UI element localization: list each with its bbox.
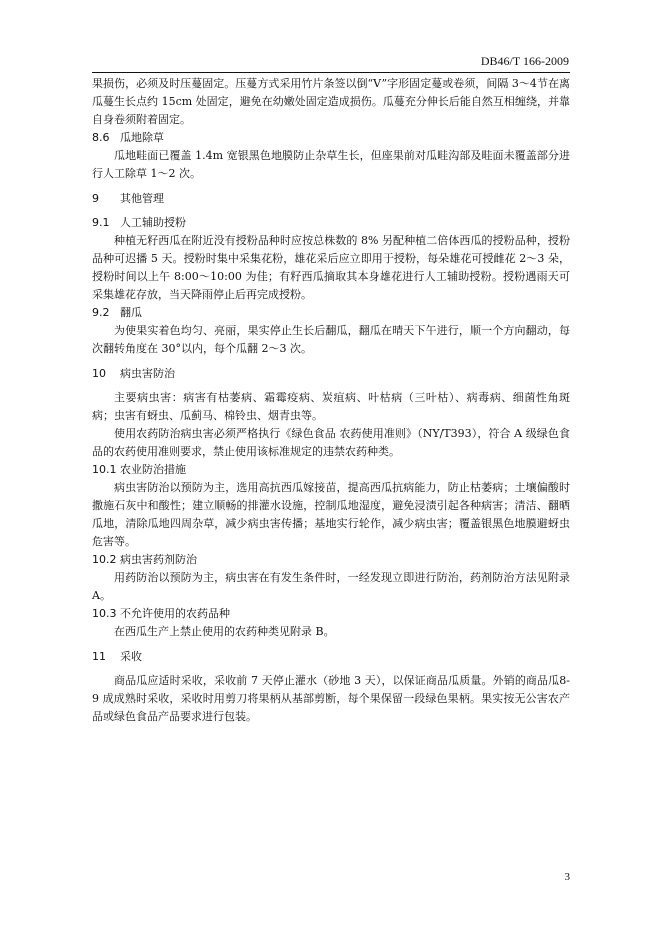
section-title: 采收	[120, 650, 142, 663]
section-title: 瓜地除草	[120, 131, 164, 144]
section-number: 9.1	[92, 216, 110, 229]
paragraph-8-5-continued: 果损伤，必须及时压蔓固定。压蔓方式采用竹片条签以倒“V”字形固定蔓或卷须，间隔 3～4节在离瓜蔓生长点约 15cm 处固定，避免在幼嫩处固定造成损伤。瓜蔓充分伸长后能自然互相缠绕，并靠自身卷须附着固定。	[92, 77, 570, 126]
paragraph-9-2: 为使果实着色均匀、亮丽，果实停止生长后翻瓜，翻瓜在晴天下午进行，顺一个方向翻动，每次翻转角度在 30°以内，每个瓜翻 2～3 次。	[92, 324, 570, 355]
paragraph-10-b: 使用农药防治病虫害必须严格执行《绿色食品 农药使用准则》（NY/T393），符合 A 级绿色食品的农药使用准则要求，禁止使用该标准规定的违禁农药种类。	[92, 427, 570, 458]
page-number: 3	[564, 871, 570, 883]
section-title: 农业防治措施	[120, 463, 186, 476]
section-title: 翻瓜	[120, 306, 142, 319]
heading-10-2	[92, 551, 570, 569]
section-title: 病虫害防治	[120, 367, 175, 380]
section-number: 10.2	[92, 553, 117, 566]
header-rule	[92, 72, 570, 73]
heading-9	[92, 190, 570, 208]
heading-10-3	[92, 605, 570, 623]
section-number: 9	[92, 192, 99, 205]
document-id: DB46/T 166-2009	[480, 54, 569, 68]
section-title: 其他管理	[120, 192, 164, 205]
paragraph-11: 商品瓜应适时采收，采收前 7 天停止灌水（砂地 3 天），以保证商品瓜质量。外销的商品瓜8-9 成成熟时采收，采收时用剪刀将果柄从基部剪断，每个果保留一段绿色果柄。果实按无公害农产品或绿色食品产品要求进行包装。	[92, 674, 570, 723]
paragraph-10-3: 在西瓜生产上禁止使用的农药种类见附录 B。	[114, 625, 335, 638]
section-number: 10	[92, 367, 106, 380]
heading-9-1	[92, 214, 570, 232]
section-number: 11	[92, 650, 106, 663]
paragraph-10-1: 病虫害防治以预防为主，选用高抗西瓜嫁接苗，提高西瓜抗病能力，防止枯萎病；土壤偏酸时撒施石灰中和酸性；建立顺畅的排灌水设施，控制瓜地湿度，避免浸渍引起各种病害；清洁、翻晒瓜地，清除瓜地四周杂草，减少病虫害传播；基地实行轮作，减少病虫害；覆盖银黑色地膜避蚜虫危害等。	[92, 481, 570, 548]
heading-10-1	[92, 461, 570, 479]
section-number: 10.3	[92, 607, 117, 620]
heading-9-2	[92, 304, 570, 322]
page-content	[92, 75, 570, 726]
section-number: 9.2	[92, 306, 110, 319]
paragraph-9-1: 种植无籽西瓜在附近没有授粉品种时应按总株数的 8% 另配种植二倍体西瓜的授粉品种，授粉品种可迟播 5 天。授粉时集中采集花粉，雄花采后应立即用于授粉，每朵雄花可授雌花 2～3 朵，授粉时间以上午 8:00～10:00 为佳；有籽西瓜摘取其本身雄花进行人工辅助授粉。授粉遇雨天可采集雄花存放，当天降雨停止后再完成授粉。	[92, 234, 570, 301]
paragraph-10-a: 主要病虫害：病害有枯萎病、霜霉疫病、炭疽病、叶枯病（三叶枯）、病毒病、细菌性角斑病；虫害有蚜虫、瓜蓟马、棉铃虫、烟青虫等。	[92, 391, 570, 422]
section-title: 不允许使用的农药品种	[120, 607, 230, 620]
heading-10	[92, 365, 570, 383]
section-number: 8.6	[92, 131, 110, 144]
paragraph-8-6: 瓜地畦面已覆盖 1.4m 宽银黑色地膜防止杂草生长，但座果前对瓜畦沟部及畦面未覆盖部分进行人工除草 1～2 次。	[92, 149, 570, 180]
heading-8-6	[92, 129, 570, 147]
section-title: 人工辅助授粉	[120, 216, 186, 229]
paragraph-10-2: 用药防治以预防为主，病虫害在有发生条件时，一经发现立即进行防治，药剂防治方法见附录 A。	[92, 571, 570, 602]
heading-11	[92, 648, 570, 666]
section-title: 病虫害药剂防治	[120, 553, 197, 566]
section-number: 10.1	[92, 463, 117, 476]
